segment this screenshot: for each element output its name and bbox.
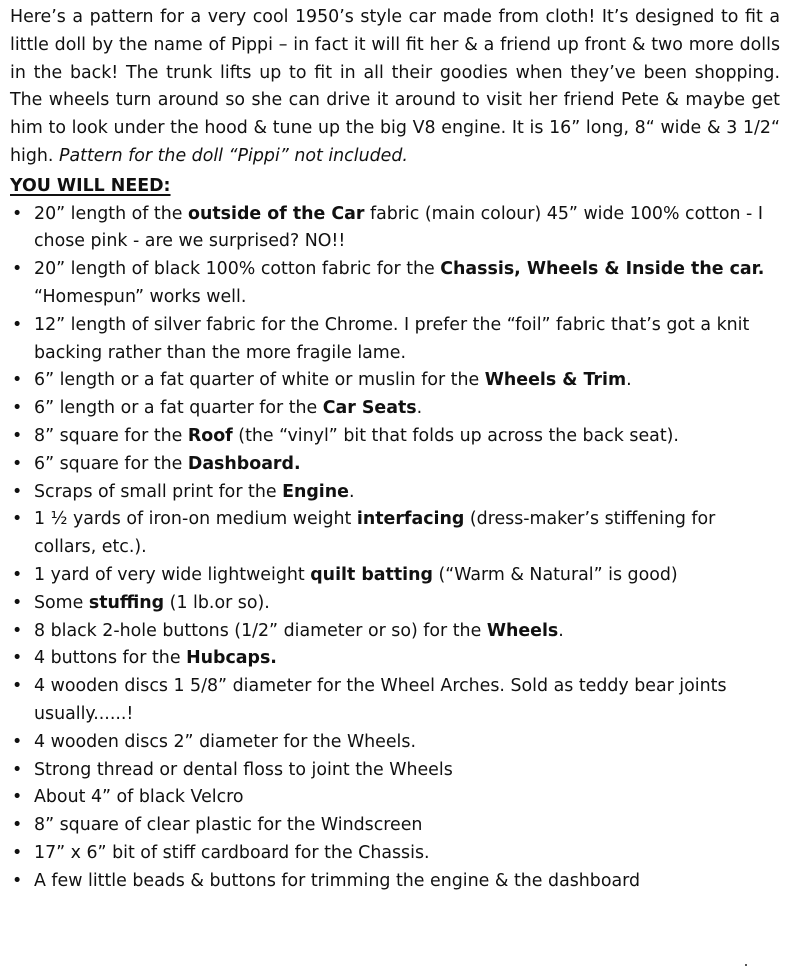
supply-item-text: . (348, 481, 355, 502)
supply-list-item (10, 479, 780, 507)
supply-list-item (10, 562, 780, 590)
supply-item-bold-text: Wheels (486, 620, 559, 641)
supply-item-text: Scraps of small print for the (34, 481, 283, 502)
supply-list-item (10, 645, 780, 673)
doll-not-included-note: Pattern for the doll “Pippi” not included. (58, 145, 408, 166)
supply-list-item (10, 618, 780, 646)
intro-paragraph (10, 4, 780, 171)
supply-list-item (10, 868, 780, 896)
supply-item-text: . (416, 398, 423, 419)
supply-item-text: (“Warm & Natural” is good) (432, 564, 678, 585)
supply-list-item (10, 590, 780, 618)
supply-item-text: Some (34, 592, 89, 613)
supply-item-text: 4 wooden discs 1 5/8” diameter for the Wheel Arches. Sold as teddy bear joints usually......! (34, 676, 727, 724)
supply-item-text: (the “vinyl” bit that folds up across the back seat). (232, 425, 679, 446)
supply-item-text: A few little beads & buttons for trimming the engine & the dashboard (34, 870, 641, 891)
supply-list (10, 201, 780, 896)
supply-list-item (10, 367, 780, 395)
supply-item-text: 1 yard of very wide lightweight (34, 564, 311, 585)
supply-list-item (10, 506, 780, 562)
supply-list-item (10, 812, 780, 840)
supply-item-bold-text: Car Seats (322, 398, 417, 419)
supply-item-text: 8” square for the (34, 425, 188, 446)
supply-item-text: 1 ½ yards of iron-on medium weight (34, 509, 357, 530)
supply-item-bold-text: interfacing (356, 509, 465, 530)
supply-item-text: 20” length of black 100% cotton fabric for the (34, 259, 441, 280)
supply-item-text: 4 buttons for the (34, 648, 187, 669)
intro-text: Here’s a pattern for a very cool 1950’s style car made from cloth! It’s designed to fit a little doll by the name of Pippi – in fact it will fit her & a friend up front & two more dolls in the back! The trunk lifts up to fit in all their goodies when they’ve been shopping. The wheels turn around so she can drive it around to visit her friend Pete & maybe get him to look under the hood & tune up the big V8 engine. It is 16” long, 8“ wide & 3 1/2“ high. (10, 7, 780, 166)
supply-item-bold-text: Roof (187, 425, 233, 446)
supply-list-item (10, 312, 780, 368)
supply-item-bold-text: quilt batting (310, 564, 433, 585)
supply-list-item (10, 201, 780, 257)
supply-item-text: 4 wooden discs 2” diameter for the Wheels. (34, 731, 416, 752)
supply-item-text: (dress-maker’s stiffening for collars, etc.). (34, 509, 716, 558)
supply-item-text: About 4” of black Velcro (34, 787, 244, 808)
scan-speck (745, 964, 747, 966)
supply-list-item (10, 451, 780, 479)
supply-list-item (10, 673, 780, 729)
supply-item-text: 6” length or a fat quarter for the (34, 398, 323, 419)
supply-item-text: 20” length of the (34, 203, 188, 224)
supply-list-item (10, 840, 780, 868)
supply-list-item (10, 757, 780, 785)
supply-item-bold-text: outside of the Car (188, 203, 365, 224)
supply-item-bold-text: Engine (282, 481, 349, 502)
supply-item-text: 8” square of clear plastic for the Windscreen (34, 815, 423, 836)
supply-item-text: . (626, 370, 632, 391)
supply-item-bold-text: stuffing (88, 592, 165, 613)
supply-item-text: 12” length of silver fabric for the Chrome. I prefer the “foil” fabric that’s got a knit backing rather than the more fragile lame. (34, 314, 750, 363)
supply-item-bold-text: Wheels & Trim (484, 370, 627, 391)
supply-item-bold-text: Chassis, Wheels & Inside the car. (440, 259, 765, 280)
supply-item-text: 17” x 6” bit of stiff cardboard for the Chassis. (34, 842, 430, 863)
supply-item-bold-text: Dashboard. (187, 453, 301, 474)
supply-item-text: Strong thread or dental floss to joint the Wheels (34, 759, 453, 780)
you-will-need-heading: YOU WILL NEED: (10, 175, 171, 196)
supply-item-text: 6” square for the (34, 453, 188, 474)
supply-item-text: 8 black 2-hole buttons (1/2” diameter or so) for the (34, 620, 487, 641)
supply-list-item (10, 784, 780, 812)
supply-item-bold-text: Hubcaps. (186, 648, 277, 669)
supply-list-item (10, 395, 780, 423)
supply-list-item (10, 729, 780, 757)
supply-list-item (10, 256, 780, 312)
supply-item-text: . (558, 620, 564, 641)
supply-item-text: “Homespun” works well. (34, 286, 247, 307)
supply-item-text: fabric (main colour) 45” wide 100% cotton - I chose pink - are we surprised? NO!! (34, 203, 763, 252)
supply-item-text: 6” length or a fat quarter of white or muslin for the (34, 370, 485, 391)
supply-item-text: (1 lb.or so). (164, 592, 270, 613)
supply-list-item (10, 423, 780, 451)
